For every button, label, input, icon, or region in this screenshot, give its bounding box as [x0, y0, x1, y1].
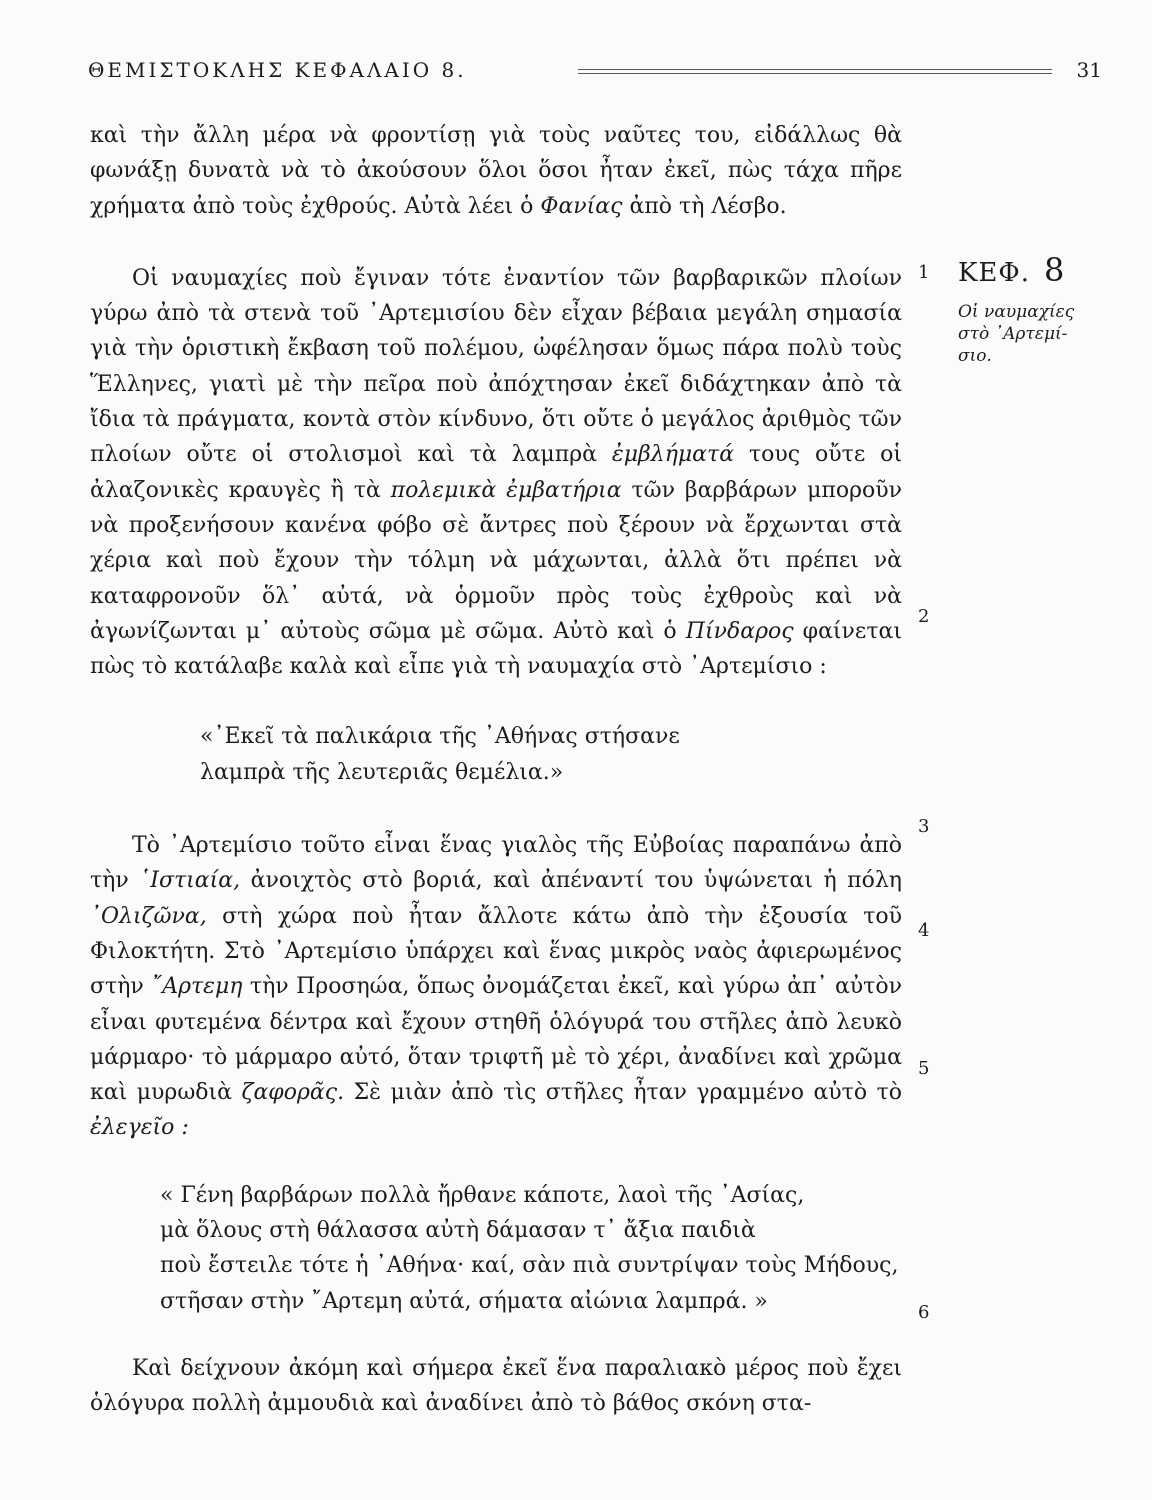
paragraph-continuation: καὶ τὴν ἄλλη μέρα νὰ φροντίσῃ γιὰ τοὺς ναῦτες του, εἰδάλλως θὰ φωνάξῃ δυνατὰ νὰ τὸ ἀκούσουν ὅλοι ὅσοι ἦταν ἐκεῖ, πὼς τάχα πῆρε χρήματα ἀπὸ τοὺς ἐχθρούς. Αὐτὰ λέει ὁ Φανίας ἀπὸ τὴ Λέσβο. [90, 123, 902, 219]
margin-number: 6 [918, 1302, 930, 1323]
sidenote-heading [958, 252, 1128, 291]
main-text [90, 118, 902, 1422]
sidenote-line: στὸ ᾽Αρτεμί- [958, 324, 1068, 344]
paragraph-3: Καὶ δείχνουν ἀκόμη καὶ σήμερα ἐκεῖ ἕνα παραλιακὸ μέρος ποὺ ἔχει ὁλόγυρα πολλὴ ἀμμουδιὰ καὶ ἀναδίνει ἀπὸ τὸ βάθος σκόνη στα- [90, 1355, 902, 1417]
verse-elegy [90, 1178, 902, 1319]
verse-line: « Γένη βαρβάρων πολλὰ ἤρθανε κάποτε, λαοὶ τῆς ᾽Ασίας, [160, 1182, 805, 1208]
margin-number: 3 [918, 816, 930, 837]
verse-line: μὰ ὅλους στὴ θάλασσα αὐτὴ δάμασαν τ᾽ ἄξια παιδιὰ [160, 1218, 756, 1244]
running-header [88, 58, 1102, 88]
margin-number: 5 [918, 1058, 930, 1079]
header-title: ΘΕΜΙΣΤΟΚΛΗΣ ΚΕΦΑΛΑΙΟ 8. [88, 58, 467, 82]
verse-pindar [90, 719, 902, 790]
header-rule [578, 69, 1052, 74]
sidenote-line: σιο. [958, 346, 992, 366]
page-number: 31 [1076, 58, 1102, 82]
margin-number: 4 [918, 920, 930, 941]
sidenote-caption [958, 301, 1128, 367]
chapter-number: 8 [1043, 251, 1066, 289]
paragraph-1: Οἱ ναυμαχίες ποὺ ἔγιναν τότε ἐναντίον τῶν βαρβαρικῶν πλοίων γύρω ἀπὸ τὰ στενὰ τοῦ ᾽Αρτεμισίου δὲν εἶχαν βέβαια μεγάλη σημασία γιὰ τὴν ὁριστικὴ ἔκβαση τοῦ πολέμου, ὠφέλησαν ὅμως πάρα πολὺ τοὺς Ἕλληνες, γιατὶ μὲ τὴν πεῖρα ποὺ ἀπόχτησαν ἐκεῖ διδάχτηκαν ἀπὸ τὰ ἴδια τὰ πράγματα, κοντὰ στὸν κίνδυνο, ὅτι οὔτε ὁ μεγάλος ἀριθμὸς τῶν πλοίων οὔτε οἱ στολισμοὶ καὶ τὰ λαμπρὰ ἐμβλήματά τους οὔτε οἱ ἀλαζονικὲς κραυγὲς ἢ τὰ πολεμικὰ ἐμβατήρια τῶν βαρβάρων μποροῦν νὰ προξενήσουν κανένα φόβο σὲ ἄντρες ποὺ ξέρουν νὰ ἔρχωνται στὰ χέρια καὶ ποὺ ἔχουν τὴν τόλμη νὰ μάχωνται, ἀλλὰ ὅτι πρέπει νὰ καταφρονοῦν ὅλ᾽ αὐτά, νὰ ὁρμοῦν πρὸς τοὺς ἐχθροὺς καὶ νὰ ἀγωνίζωνται μ᾽ αὐτοὺς σῶμα μὲ σῶμα. Αὐτὸ καὶ ὁ Πίνδαρος φαίνεται πὼς τὸ κατάλαβε καλὰ καὶ εἶπε γιὰ τὴ ναυμαχία στὸ ᾽Αρτεμίσιο : [90, 265, 903, 680]
paragraph-2: Τὸ ᾽Αρτεμίσιο τοῦτο εἶναι ἕνας γιαλὸς τῆς Εὐβοίας παραπάνω ἀπὸ τὴν ῾Ιστιαία, ἀνοιχτὸς στὸ βοριά, καὶ ἀπέναντί του ὑψώνεται ἡ πόλη ᾽Ολιζῶνα, στὴ χώρα ποὺ ἦταν ἄλλοτε κάτω ἀπὸ τὴν ἐξουσία τοῦ Φιλοκτήτη. Στὸ ᾽Αρτεμίσιο ὑπάρχει καὶ ἕνας μικρὸς ναὸς ἀφιερωμένος στὴν ῎Αρτεμη τὴν Προσηώα, ὅπως ὀνομάζεται ἐκεῖ, καὶ γύρω ἀπ᾽ αὐτὸν εἶναι φυτεμένα δέντρα καὶ ἔχουν στηθῆ ὁλόγυρά του στῆλες ἀπὸ λευκὸ μάρμαρο· τὸ μάρμαρο αὐτό, ὅταν τριφτῆ μὲ τὸ χέρι, ἀναδίνει καὶ χρῶμα καὶ μυρωδιὰ ζαφορᾶς. Σὲ μιὰν ἀπὸ τὶς στῆλες ἦταν γραμμένο αὐτὸ τὸ ἐλεγεῖο : [90, 833, 903, 1141]
chapter-label: ΚΕΦ. [958, 258, 1030, 288]
verse-line: ποὺ ἔστειλε τότε ἡ ᾽Αθήνα· καί, σὰν πιὰ συντρίψαν τοὺς Μήδους, [160, 1253, 899, 1279]
sidenote-line: Οἱ ναυμαχίες [958, 302, 1075, 322]
chapter-sidenote [958, 252, 1128, 367]
verse-line: στῆσαν στὴν ῎Αρτεμη αὐτά, σήματα αἰώνια λαμπρά. » [160, 1288, 768, 1314]
margin-number: 1 [918, 262, 930, 283]
margin-number: 2 [918, 606, 930, 627]
verse-line: «᾽Εκεῖ τὰ παλικάρια τῆς ᾽Αθήνας στήσανε [200, 724, 680, 750]
verse-line: λαμπρὰ τῆς λευτεριᾶς θεμέλια.» [200, 759, 564, 785]
